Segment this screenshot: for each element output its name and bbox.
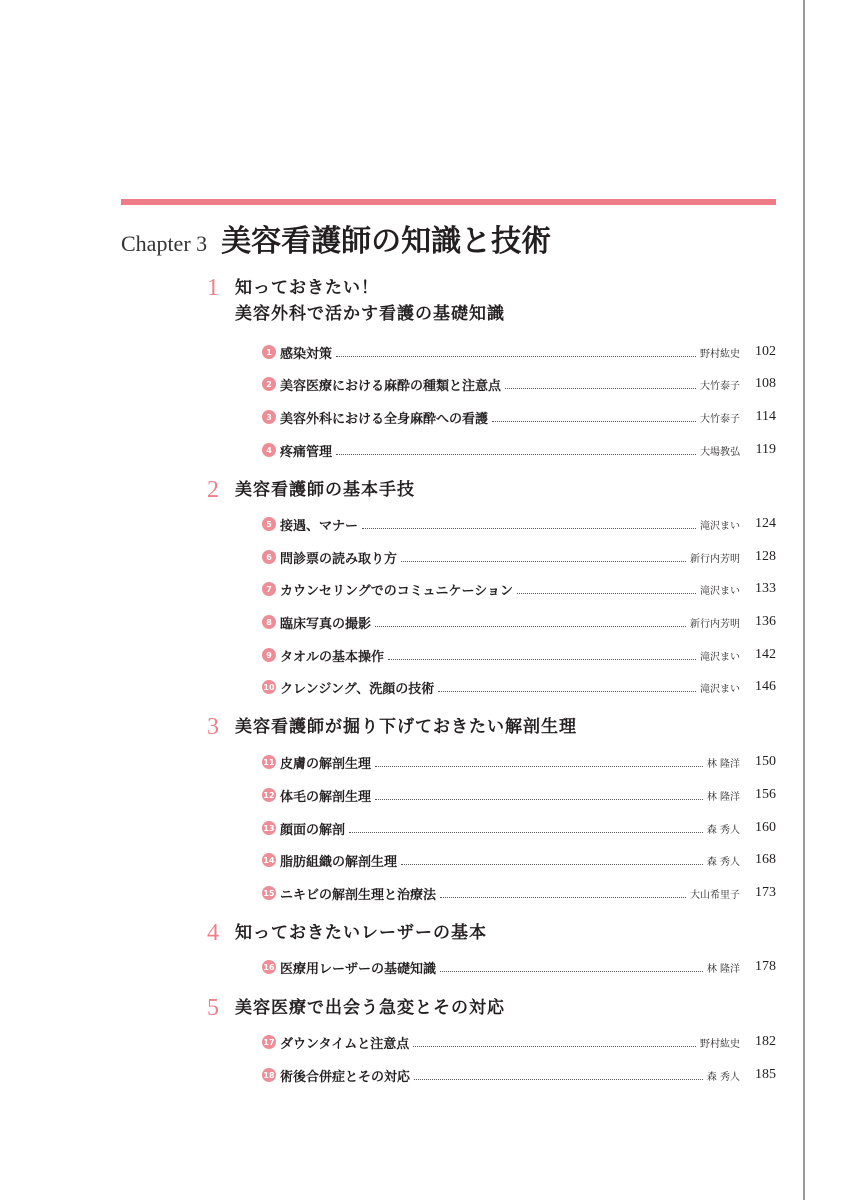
section-number: 2: [207, 477, 219, 503]
section-number: 4: [207, 920, 219, 946]
entry-author: 大竹泰子: [700, 380, 740, 392]
entry-author: 森 秀人: [706, 824, 740, 836]
entry-number-badge: 17: [262, 1035, 276, 1049]
entry-title: 臨床写真の撮影: [280, 616, 372, 632]
dot-leader: [388, 659, 696, 660]
dot-leader: [505, 388, 696, 389]
toc-entry[interactable]: [262, 547, 776, 567]
entry-title: タオルの基本操作: [280, 649, 385, 665]
entry-number-badge: 6: [262, 550, 276, 564]
entry-author: 森 秀人: [706, 856, 740, 868]
entry-page: 133: [755, 581, 776, 596]
entry-page: 114: [755, 409, 776, 424]
entry-number-badge: 15: [262, 886, 276, 900]
entry-author: 森 秀人: [706, 1071, 740, 1083]
entry-author: 大場教弘: [700, 446, 740, 458]
entry-author: 林 隆洋: [706, 791, 740, 803]
entry-title: 美容外科における全身麻酔への看護: [280, 411, 489, 427]
entry-number-badge: 16: [262, 960, 276, 974]
toc-entry[interactable]: [262, 818, 776, 838]
entry-number-badge: 8: [262, 615, 276, 629]
entry-author: 滝沢まい: [700, 683, 740, 695]
dot-leader: [349, 832, 703, 833]
entry-author: 大山希里子: [690, 889, 740, 901]
toc-entry[interactable]: [262, 579, 776, 599]
entry-author: 新行内芳明: [690, 618, 740, 630]
entry-page: 150: [755, 754, 776, 769]
entry-number-badge: 12: [262, 788, 276, 802]
entry-number-badge: 5: [262, 517, 276, 531]
entry-number-badge: 18: [262, 1068, 276, 1082]
section-1-heading: [207, 275, 767, 327]
entry-title: 接遇、マナー: [280, 518, 359, 534]
entry-title: 美容医療における麻酔の種類と注意点: [280, 378, 502, 394]
section-2-heading: [207, 477, 767, 503]
toc-entry[interactable]: [262, 1065, 776, 1085]
dot-leader: [414, 1079, 703, 1080]
entry-number-badge: 10: [262, 680, 276, 694]
toc-entry[interactable]: [262, 374, 776, 394]
entry-title: 術後合併症とその対応: [280, 1069, 411, 1085]
section-number: 3: [207, 714, 219, 740]
chapter-top-rule: [121, 199, 776, 205]
entry-author: 林 隆洋: [706, 963, 740, 975]
entry-page: 168: [755, 852, 776, 867]
section-5-heading: [207, 995, 767, 1021]
dot-leader: [375, 766, 703, 767]
dot-leader: [375, 626, 686, 627]
entry-author: 滝沢まい: [700, 520, 740, 532]
dot-leader: [413, 1046, 696, 1047]
entry-number-badge: 9: [262, 648, 276, 662]
entry-author: 野村紘史: [700, 348, 740, 360]
section-4-heading: [207, 920, 767, 946]
toc-entry[interactable]: [262, 957, 776, 977]
section-title: 知っておきたい！ 美容外科で活かす看護の基礎知識: [235, 278, 505, 324]
entry-page: 124: [755, 516, 776, 531]
entry-number-badge: 14: [262, 853, 276, 867]
toc-entry[interactable]: [262, 440, 776, 460]
dot-leader: [438, 691, 696, 692]
toc-entry[interactable]: [262, 612, 776, 632]
entry-number-badge: 3: [262, 410, 276, 424]
entry-author: 滝沢まい: [700, 585, 740, 597]
entry-title: 問診票の読み取り方: [280, 551, 398, 567]
entry-number-badge: 11: [262, 755, 276, 769]
entry-page: 185: [755, 1067, 776, 1082]
section-number: 5: [207, 995, 219, 1021]
entry-title: 顔面の解剖: [280, 822, 346, 838]
entry-title: 感染対策: [280, 346, 333, 362]
entry-title: ダウンタイムと注意点: [280, 1036, 410, 1052]
entry-page: 102: [755, 344, 776, 359]
chapter-heading: [121, 216, 551, 260]
dot-leader: [492, 421, 696, 422]
dot-leader: [336, 356, 696, 357]
entry-title: 体毛の解剖生理: [280, 789, 372, 805]
entry-author: 新行内芳明: [690, 553, 740, 565]
section-title: 美容看護師が掘り下げておきたい解剖生理: [235, 717, 577, 737]
entry-page: 136: [755, 614, 776, 629]
entry-number-badge: 4: [262, 443, 276, 457]
section-number: 1: [207, 275, 219, 301]
entry-page: 160: [755, 820, 776, 835]
toc-entry[interactable]: [262, 785, 776, 805]
dot-leader: [440, 971, 703, 972]
chapter-label: Chapter 3: [121, 231, 208, 256]
toc-entry[interactable]: [262, 883, 776, 903]
entry-page: 128: [755, 549, 776, 564]
entry-title: 皮膚の解剖生理: [280, 756, 372, 772]
entry-author: 滝沢まい: [700, 651, 740, 663]
section-title: 知っておきたいレーザーの基本: [235, 923, 487, 943]
page-edge-line: [803, 0, 805, 1200]
section-title: 美容看護師の基本手技: [235, 480, 415, 500]
entry-page: 119: [755, 442, 776, 457]
toc-entry[interactable]: [262, 514, 776, 534]
dot-leader: [401, 864, 703, 865]
entry-page: 173: [755, 885, 776, 900]
toc-entry[interactable]: [262, 407, 776, 427]
toc-entry[interactable]: [262, 645, 776, 665]
entry-author: 野村紘史: [700, 1038, 740, 1050]
section-3-heading: [207, 714, 767, 740]
entry-title: カウンセリングでのコミュニケーション: [280, 583, 513, 599]
entry-number-badge: 7: [262, 582, 276, 596]
entry-author: 林 隆洋: [706, 758, 740, 770]
entry-page: 146: [755, 679, 776, 694]
toc-entry[interactable]: [262, 1032, 776, 1052]
dot-leader: [401, 561, 686, 562]
toc-entry[interactable]: [262, 342, 776, 362]
entry-page: 182: [755, 1034, 776, 1049]
toc-entry[interactable]: [262, 850, 776, 870]
entry-title: 脂肪組織の解剖生理: [280, 854, 398, 870]
entry-title: 医療用レーザーの基礎知識: [280, 961, 437, 977]
dot-leader: [375, 799, 703, 800]
dot-leader: [362, 528, 696, 529]
entry-title: 疼痛管理: [280, 444, 333, 460]
entry-page: 108: [755, 376, 776, 391]
entry-title: クレンジング、洗顔の技術: [280, 681, 435, 697]
entry-page: 178: [755, 959, 776, 974]
entry-page: 156: [755, 787, 776, 802]
toc-entry[interactable]: [262, 752, 776, 772]
dot-leader: [517, 593, 696, 594]
entry-number-badge: 1: [262, 345, 276, 359]
entry-author: 大竹泰子: [700, 413, 740, 425]
chapter-title: 美容看護師の知識と技術: [221, 224, 552, 259]
section-title: 美容医療で出会う急変とその対応: [235, 998, 505, 1018]
dot-leader: [336, 454, 696, 455]
dot-leader: [440, 897, 686, 898]
entry-title: ニキビの解剖生理と治療法: [280, 887, 437, 903]
entry-number-badge: 13: [262, 821, 276, 835]
entry-number-badge: 2: [262, 377, 276, 391]
toc-entry[interactable]: [262, 677, 776, 697]
entry-page: 142: [755, 647, 776, 662]
